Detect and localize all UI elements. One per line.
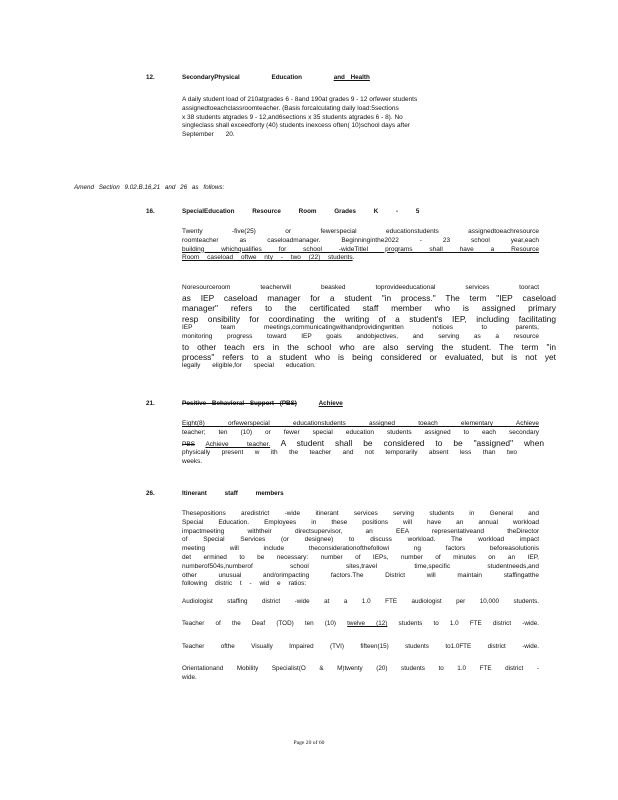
section-26-line: of Special Services (or designee) to discuss workload. The workload impact	[182, 536, 539, 544]
section-21-line: physically present w ith the teacher and not temporarily absent less than two	[182, 449, 517, 457]
section-21-line: teacher; ten (10) or fewer special education students assigned to each secondary	[182, 428, 539, 436]
section-12-line: September 20.	[182, 131, 235, 139]
section-16-line: Twenty -five(25) or fewerspecial educationstudents assignedtoeachresource	[182, 228, 539, 235]
section-26-number: 26.	[146, 490, 155, 497]
section-21-achieve-teacher: Achieve teacher.	[205, 440, 271, 448]
ratio-om-line: Orientationand Mobility Specialist(O & M)twenty (20) students to 1.0 FTE district -	[182, 665, 539, 672]
section-16-p2-line: Noresourceroom teacherwill beasked toprovideeducational services tooract	[182, 284, 539, 291]
section-16-underlined-text: Room caseload oftwe nty - two (22) students	[182, 254, 353, 262]
section-16-paragraph-1	[182, 228, 539, 263]
section-21-paragraph	[182, 420, 544, 467]
page-footer: Page 20 of 60	[293, 740, 325, 746]
section-16-p2-big-line: process" refers to a student who is being considered or evaluated, but is not yet	[182, 352, 556, 363]
section-16-p2-line: IEP team meetings,communicatingwithandprovidingwritten notices to parents,	[182, 324, 539, 332]
section-16-p2-big-line: to other teach ers in the school who are also serving the student. The term "in	[182, 341, 556, 352]
section-12-number: 12.	[146, 74, 155, 81]
ratio-orientation-mobility	[182, 665, 539, 683]
ratio-visually-impaired: Teacher ofthe Visually Impaired (TVI) fifteen(15) students to1.0FTE district -wide.	[182, 643, 539, 650]
section-21-line: Eight(8) orfewerspecial educationstudents assigned toeach elementary Achieve	[182, 420, 539, 427]
section-12-heading-tail: and Health	[333, 74, 370, 81]
section-12-line: x 38 students atgrades 9 - 12,and6sections x 35 students atgrades 6 - 8). No	[182, 113, 403, 121]
section-16-paragraph-2	[182, 284, 556, 371]
section-16-underlined-line: building whichqualifies for school -wideTitleI programs shall have a Resource	[182, 245, 539, 253]
section-21-heading-struck: Positive Behavioral Support (PBS)	[182, 400, 297, 407]
section-26-line: impactmeeting withtheir directsupervisor, an EEA representativeand theDirector	[182, 527, 539, 535]
section-26-line: numberof504s,numberof school sites,travel time,specific studentneeds,and	[182, 562, 539, 570]
section-12-line: singleclass shall exceedforty (40) students inexcess often( 10)school days after	[182, 122, 410, 130]
section-12-heading	[182, 74, 370, 81]
section-26-line: Thesepositions aredistrict -wide itinerant services serving students in General and	[182, 510, 539, 517]
section-12-heading-main: SecondaryPhysical Education	[182, 74, 302, 81]
amend-section-line: Amend Section 9.02.B.16,21 and 26 as follows:	[74, 184, 225, 191]
section-26-line: det ermined to be necessary: number of IEPs, number of minutes on an IEP,	[182, 553, 539, 561]
section-26-line: meeting will include theconsiderationofthefollowi ng factors beforeasolutionis	[182, 545, 539, 553]
section-16-line: roomteacher as caseloadmanager. Beginninginthe2022 - 23 school year,each	[182, 236, 539, 244]
section-26-line: following distric t - wid e ratios:	[182, 580, 307, 588]
section-16-p2-line: legally eligible,for special education.	[182, 362, 316, 370]
ratio-audiologist: Audiologist staffing district -wide at a 1.0 FTE audiologist per 10,000 students.	[182, 598, 539, 605]
ratio-om-cont: wide.	[182, 673, 197, 681]
section-12-line: A daily student load of 210atgrades 6 - 8and 190at grades 9 - 12 orfewer students	[182, 96, 418, 103]
section-16-p2-big-line: resp onsibility for coordinating the writing of a student's IEP, including facilitating	[182, 313, 556, 324]
section-21-big-text: A student shall be considered to be "assigned" when	[280, 437, 545, 448]
section-16-period: .	[352, 254, 355, 262]
section-16-number: 16.	[146, 208, 155, 215]
section-26-paragraph	[182, 510, 539, 589]
section-21-heading	[182, 400, 343, 407]
section-21-number: 21.	[146, 400, 155, 407]
section-16-underlined-line-last	[182, 254, 539, 263]
section-26-line: Special Education. Employees in these positions will have an annual workload	[182, 518, 539, 526]
ratio-tod-inserted: twelve (12)	[347, 620, 388, 627]
section-26-heading: Itinerant staff members	[182, 490, 284, 497]
ratio-tod-pre: Teacher of the Deaf (TOD) ten (10)	[182, 620, 336, 627]
section-16-p2-big-line: as IEP caseload manager for a student "in process." The term "IEP caseload	[182, 292, 556, 303]
section-16-heading: SpecialEducation Resource Room Grades K - 5	[182, 208, 420, 215]
section-21-struck-pbs: PBS	[182, 440, 196, 448]
section-21-line-3	[182, 438, 544, 450]
section-21-heading-new: Achieve	[318, 400, 343, 407]
ratio-teacher-of-deaf	[182, 620, 539, 629]
section-16-p2-big-line: manager" refers to the certificated staff member who is assigned primary	[182, 303, 556, 314]
section-21-line: weeks.	[182, 458, 203, 466]
section-16-p2-line: monitoring progress toward IEP goals andobjectives, and serving as a resource	[182, 332, 539, 340]
ratio-tod-post: students to 1.0 FTE district -wide.	[398, 620, 540, 627]
section-26-line: other unusual and/orimpacting factors.The District will maintain staffingatthe	[182, 571, 539, 579]
section-12-line: assignedtoeachclassroomteacher. (Basis forcalculating daily load:5sections	[182, 104, 399, 112]
section-12-paragraph	[182, 96, 539, 140]
